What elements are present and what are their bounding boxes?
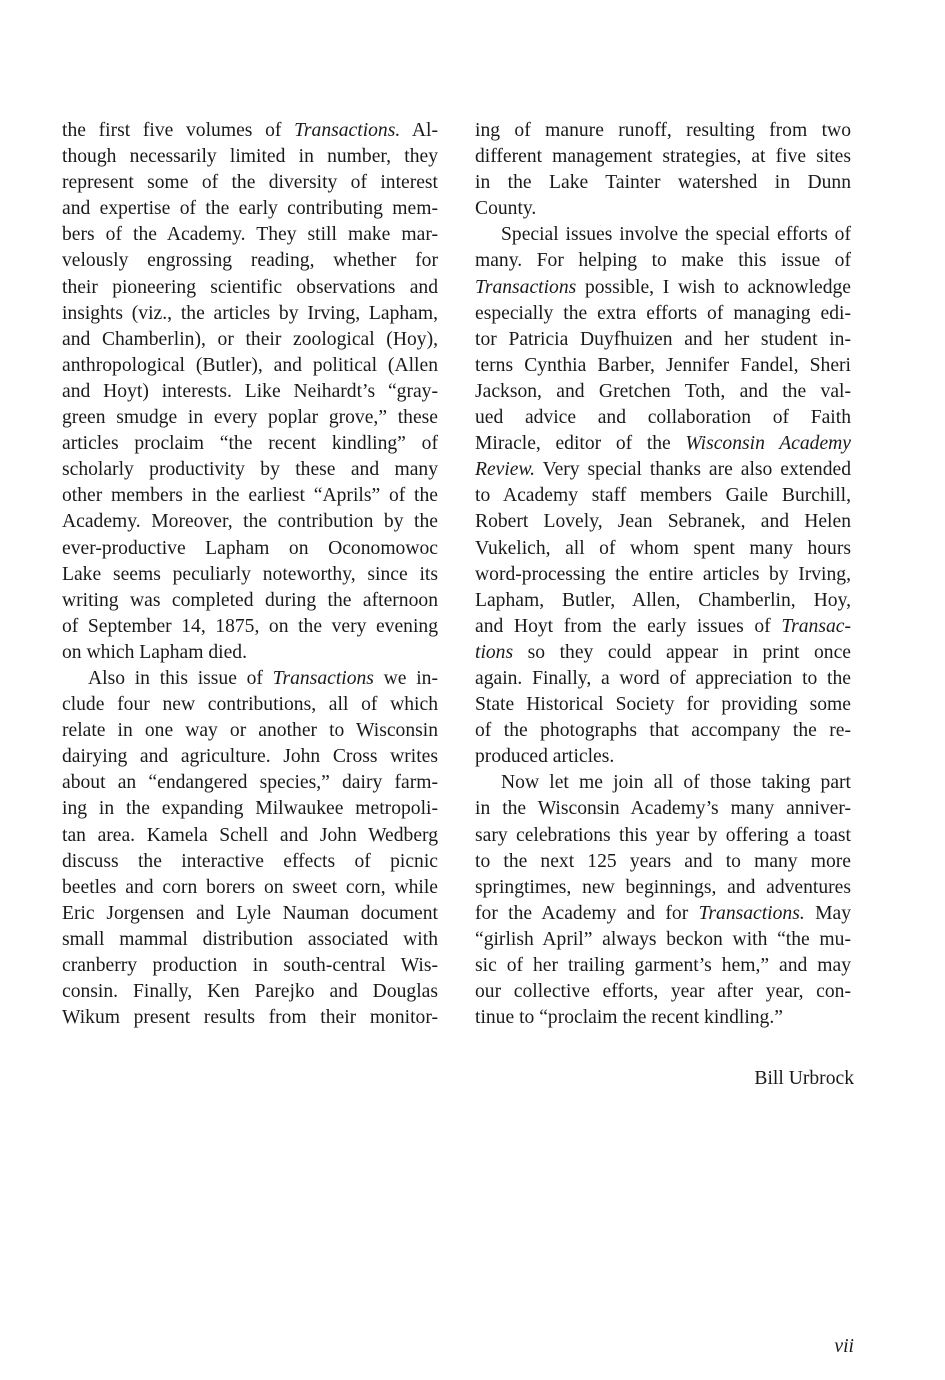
text-line — [475, 875, 851, 901]
text-run: ing of manure runoff, resulting from two — [475, 120, 851, 141]
text-run: tan area. Kamela Schell and John Wedberg — [62, 824, 438, 846]
text-line — [475, 823, 851, 849]
text-run: Lapham, Butler, Allen, Chamberlin, Hoy, — [475, 589, 851, 611]
text-run: Wikum present results from their monitor- — [62, 1007, 438, 1029]
text-run: to the next 125 years and to many more — [475, 850, 851, 872]
text-line — [475, 536, 851, 562]
text-run: many. For helping to make this issue of — [475, 250, 851, 272]
text-run: May — [804, 902, 851, 924]
text-line — [475, 901, 851, 927]
text-line — [62, 170, 438, 196]
text-run: on which Lapham died. — [62, 641, 248, 663]
text-line — [475, 379, 851, 405]
text-line — [475, 979, 851, 1005]
text-line — [475, 614, 851, 640]
text-run: especially the extra efforts of managing edi- — [475, 302, 851, 324]
text-run: word-processing the entire articles by Irving, — [475, 563, 851, 585]
text-run: Robert Lovely, Jean Sebranek, and Helen — [475, 511, 851, 533]
text-run: different management strategies, at five sites — [475, 146, 851, 168]
text-line — [475, 770, 851, 796]
author-signature: Bill Urbrock — [754, 1068, 854, 1089]
text-line — [475, 509, 851, 535]
text-line — [62, 379, 438, 405]
text-line — [62, 431, 438, 457]
text-run: beetles and corn borers on sweet corn, while — [62, 876, 438, 898]
text-line — [62, 248, 438, 274]
text-line — [62, 875, 438, 901]
italic-text: Review. — [475, 459, 536, 481]
text-line — [62, 953, 438, 979]
text-run: in the Lake Tainter watershed in Dunn — [475, 172, 851, 194]
text-run: articles proclaim “the recent kindling” of — [62, 433, 438, 455]
text-line — [62, 979, 438, 1005]
right-text-column — [475, 118, 851, 1031]
text-line — [475, 457, 851, 483]
text-line — [62, 457, 438, 483]
text-run: clude four new contributions, all of which — [62, 694, 438, 716]
text-line — [475, 222, 851, 248]
text-line — [62, 562, 438, 588]
text-run: Vukelich, all of whom spent many hours — [475, 537, 851, 559]
text-run: cranberry production in south-central Wis- — [62, 955, 438, 976]
text-run: State Historical Society for providing some — [475, 694, 851, 716]
text-line — [62, 301, 438, 327]
text-line — [475, 927, 851, 953]
text-line — [475, 692, 851, 718]
text-run: and expertise of the early contributing mem- — [62, 198, 438, 220]
text-line — [62, 275, 438, 301]
text-line — [475, 718, 851, 744]
text-line — [62, 744, 438, 770]
text-line — [62, 718, 438, 744]
text-run: small mammal distribution associated with — [62, 928, 438, 950]
text-run: the first five volumes of — [62, 120, 295, 141]
text-line — [475, 562, 851, 588]
text-line — [62, 666, 438, 692]
text-run: ing in the expanding Milwaukee metropoli- — [62, 798, 438, 820]
text-line — [475, 327, 851, 353]
text-line — [62, 796, 438, 822]
text-run: County. — [475, 198, 537, 220]
text-line — [62, 222, 438, 248]
text-line — [475, 640, 851, 666]
text-line — [62, 927, 438, 953]
text-line — [475, 431, 851, 457]
text-run: Jackson, and Gretchen Toth, and the val- — [475, 380, 851, 402]
text-line — [475, 483, 851, 509]
text-line — [475, 144, 851, 170]
text-line — [475, 588, 851, 614]
text-run: to Academy staff members Gaile Burchill, — [475, 485, 851, 507]
text-line — [62, 692, 438, 718]
text-run: insights (viz., the articles by Irving, Lapham, — [62, 302, 438, 324]
text-run: and Hoyt from the early issues of — [475, 615, 782, 637]
text-run: their pioneering scientific observations and — [62, 276, 438, 298]
text-line — [475, 196, 851, 222]
text-run: Lake seems peculiarly noteworthy, since its — [62, 563, 438, 585]
text-run: discuss the interactive effects of picnic — [62, 850, 438, 872]
text-line — [475, 118, 851, 144]
text-line — [475, 275, 851, 301]
text-line — [62, 823, 438, 849]
italic-text: tions — [475, 641, 514, 663]
text-run: of the photographs that accompany the re- — [475, 720, 851, 742]
text-run: green smudge in every poplar grove,” these — [62, 407, 438, 429]
text-run: other members in the earliest “Aprils” of the — [62, 485, 438, 507]
text-run: Very special thanks are also extended — [535, 459, 851, 481]
text-run: ever-productive Lapham on Oconomowoc — [62, 537, 438, 559]
text-line — [62, 327, 438, 353]
text-line — [475, 405, 851, 431]
text-line — [62, 118, 438, 144]
text-line — [475, 796, 851, 822]
text-run: tinue to “proclaim the recent kindling.” — [475, 1007, 783, 1029]
italic-text: Transac- — [781, 615, 851, 637]
text-run: relate in one way or another to Wisconsin — [62, 720, 438, 742]
text-line — [475, 1005, 851, 1031]
text-run: we in- — [373, 667, 438, 689]
left-text-column — [62, 118, 438, 1031]
text-run: possible, I wish to acknowledge — [576, 276, 851, 298]
text-run: springtimes, new beginnings, and adventures — [475, 876, 851, 898]
text-line — [62, 849, 438, 875]
text-line — [475, 353, 851, 379]
text-line — [475, 953, 851, 979]
text-line — [62, 770, 438, 796]
italic-text: Transactions — [272, 667, 374, 689]
text-run: ued advice and collaboration of Faith — [475, 407, 851, 429]
italic-text: Transactions. — [294, 120, 401, 141]
text-run: velously engrossing reading, whether for — [62, 250, 438, 272]
text-line — [62, 640, 438, 666]
text-run: Miracle, editor of the — [475, 433, 686, 455]
text-run: so they could appear in print once — [513, 641, 851, 663]
text-run: “girlish April” always beckon with “the mu- — [475, 928, 851, 950]
text-run: produced articles. — [475, 746, 615, 768]
text-run: Eric Jorgensen and Lyle Nauman document — [62, 902, 438, 924]
text-line — [62, 353, 438, 379]
text-line — [475, 301, 851, 327]
text-run: sic of her trailing garment’s hem,” and may — [475, 955, 851, 976]
text-line — [62, 196, 438, 222]
page-number: vii — [834, 1336, 854, 1357]
text-run: again. Finally, a word of appreciation to the — [475, 667, 851, 689]
text-line — [62, 1005, 438, 1031]
text-run: and Chamberlin), or their zoological (Hoy), — [62, 328, 438, 350]
italic-text: Transactions — [475, 276, 577, 298]
text-line — [62, 483, 438, 509]
text-run: tor Patricia Duyfhuizen and her student in- — [475, 328, 851, 350]
text-run: writing was completed during the afternoon — [62, 589, 438, 611]
text-line — [475, 248, 851, 274]
text-line — [62, 588, 438, 614]
text-run: though necessarily limited in number, they — [62, 146, 438, 168]
text-line — [475, 849, 851, 875]
text-line — [62, 144, 438, 170]
text-run: Academy. Moreover, the contribution by the — [62, 511, 438, 533]
text-run: bers of the Academy. They still make mar- — [62, 224, 438, 246]
text-run: anthropological (Butler), and political (Allen — [62, 354, 438, 376]
text-line — [475, 744, 851, 770]
text-run: and Hoyt) interests. Like Neihardt’s “gray- — [62, 380, 438, 402]
text-run: in the Wisconsin Academy’s many anniver- — [475, 798, 851, 820]
text-run: Al- — [400, 120, 438, 141]
text-line — [62, 614, 438, 640]
text-run: about an “endangered species,” dairy farm- — [62, 772, 438, 794]
text-line — [62, 901, 438, 927]
text-run: scholarly productivity by these and many — [62, 459, 438, 481]
text-run: dairying and agriculture. John Cross writes — [62, 746, 438, 768]
italic-text: Transactions. — [698, 902, 805, 924]
italic-text: Wisconsin Academy — [685, 433, 851, 455]
text-line — [62, 405, 438, 431]
text-run: sary celebrations this year by offering a toast — [475, 824, 851, 846]
text-line — [62, 536, 438, 562]
text-run: consin. Finally, Ken Parejko and Douglas — [62, 981, 438, 1003]
text-run: Special issues involve the special efforts of — [501, 224, 851, 246]
text-run: of September 14, 1875, on the very evening — [62, 615, 438, 637]
text-run: terns Cynthia Barber, Jennifer Fandel, Sheri — [475, 354, 851, 376]
text-run: Also in this issue of — [88, 667, 273, 689]
text-line — [475, 170, 851, 196]
text-line — [475, 666, 851, 692]
text-run: represent some of the diversity of interest — [62, 172, 438, 194]
text-run: our collective efforts, year after year, con- — [475, 981, 851, 1003]
text-run: for the Academy and for — [475, 902, 699, 924]
text-line — [62, 509, 438, 535]
text-run: Now let me join all of those taking part — [501, 772, 851, 794]
